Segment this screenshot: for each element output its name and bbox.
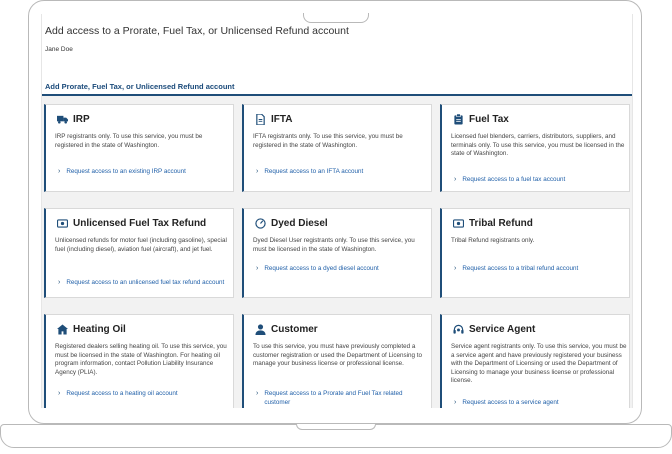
card-tribal-refund (440, 208, 630, 298)
money-icon (57, 218, 68, 229)
page-header (42, 14, 632, 94)
card-title-unlicensed-fuel-tax-refund: Unlicensed Fuel Tax Refund (73, 218, 207, 229)
card-description: IFTA registrants only. To use this service, you must be registered in the state of Washington. (253, 133, 403, 149)
chevron-right-icon: › (58, 390, 61, 397)
card-description: Dyed Diesel User registrants only. To use this service, you must be licensed in the state of Washington. (253, 237, 415, 253)
laptop-camera-notch (303, 13, 369, 23)
card-service-agent (440, 314, 630, 408)
link-request-fuel-tax[interactable]: › Request access to a fuel tax account (454, 176, 566, 183)
chevron-right-icon: › (58, 279, 61, 286)
money-icon (453, 218, 464, 229)
account-card-grid (42, 96, 632, 408)
chevron-right-icon: › (454, 176, 457, 183)
card-description: Service agent registrants only. To use this service, you must be a service agent and have previously registered your business with the Department of Licensing or used the Department of Licensing to manage your business license or professional license. (451, 343, 627, 385)
card-title-dyed-diesel: Dyed Diesel (271, 218, 328, 229)
gauge-icon (255, 218, 266, 229)
card-description: Registered dealers selling heating oil. To use this service, you must be licensed in the state of Washington. For heating oil program information, contact Pollution Liability Insurance Agency (PLIA). (55, 343, 227, 376)
card-title-irp: IRP (73, 114, 90, 125)
card-title-tribal-refund: Tribal Refund (469, 218, 533, 229)
card-description: IRP registrants only. To use this service, you must be registered in the state of Washington. (55, 133, 203, 149)
card-description: Licensed fuel blenders, carriers, distributors, suppliers, and terminals only. To use this service, you must be licensed in the state of Washington. (451, 133, 625, 158)
browser-screen (41, 14, 633, 408)
card-customer (242, 314, 432, 408)
card-title-ifta: IFTA (271, 114, 293, 125)
clipboard-icon (453, 114, 464, 125)
link-request-dyed-diesel[interactable]: › Request access to a dyed diesel account (256, 265, 379, 272)
chevron-right-icon: › (256, 168, 259, 175)
link-request-customer[interactable]: › Request access to a Prorate and Fuel Tax related customer (256, 390, 403, 406)
card-unlicensed-fuel-tax-refund (44, 208, 234, 298)
card-description: Unlicensed refunds for motor fuel (including gasoline), special fuel (including diesel), aviation fuel (aircraft), and jet fuel. (55, 237, 227, 253)
card-title-service-agent: Service Agent (469, 324, 536, 335)
section-title: Add Prorate, Fuel Tax, or Unlicensed Refund account (45, 82, 235, 91)
link-request-service-agent[interactable]: › Request access to a service agent (454, 399, 559, 406)
card-description: Tribal Refund registrants only. (451, 237, 535, 244)
link-request-ifta[interactable]: › Request access to an IFTA account (256, 168, 364, 175)
laptop-base-notch (296, 424, 376, 430)
truck-icon (57, 114, 68, 125)
page-title: Add access to a Prorate, Fuel Tax, or Unlicensed Refund account (45, 25, 349, 37)
document-icon (255, 114, 266, 125)
chevron-right-icon: › (256, 390, 259, 397)
card-description: To use this service, you must have previously completed a customer registration or used the Department of Licensing to manage your business license or professional license. (253, 343, 423, 368)
card-irp (44, 104, 234, 192)
card-title-fuel-tax: Fuel Tax (469, 114, 509, 125)
card-ifta (242, 104, 432, 192)
person-icon (255, 324, 266, 335)
user-name: Jane Doe (45, 46, 73, 53)
link-request-irp[interactable]: › Request access to an existing IRP account (58, 168, 186, 175)
chevron-right-icon: › (454, 265, 457, 272)
link-request-heating-oil[interactable]: › Request access to a heating oil account (58, 390, 178, 397)
card-dyed-diesel (242, 208, 432, 298)
headset-icon (453, 324, 464, 335)
home-icon (57, 324, 68, 335)
link-request-tribal-refund[interactable]: › Request access to a tribal refund account (454, 265, 579, 272)
link-request-unlicensed-refund[interactable]: › Request access to an unlicensed fuel tax refund account (58, 279, 225, 286)
chevron-right-icon: › (256, 265, 259, 272)
card-title-heating-oil: Heating Oil (73, 324, 126, 335)
chevron-right-icon: › (454, 399, 457, 406)
chevron-right-icon: › (58, 168, 61, 175)
card-fuel-tax (440, 104, 630, 192)
card-heating-oil (44, 314, 234, 408)
card-title-customer: Customer (271, 324, 318, 335)
